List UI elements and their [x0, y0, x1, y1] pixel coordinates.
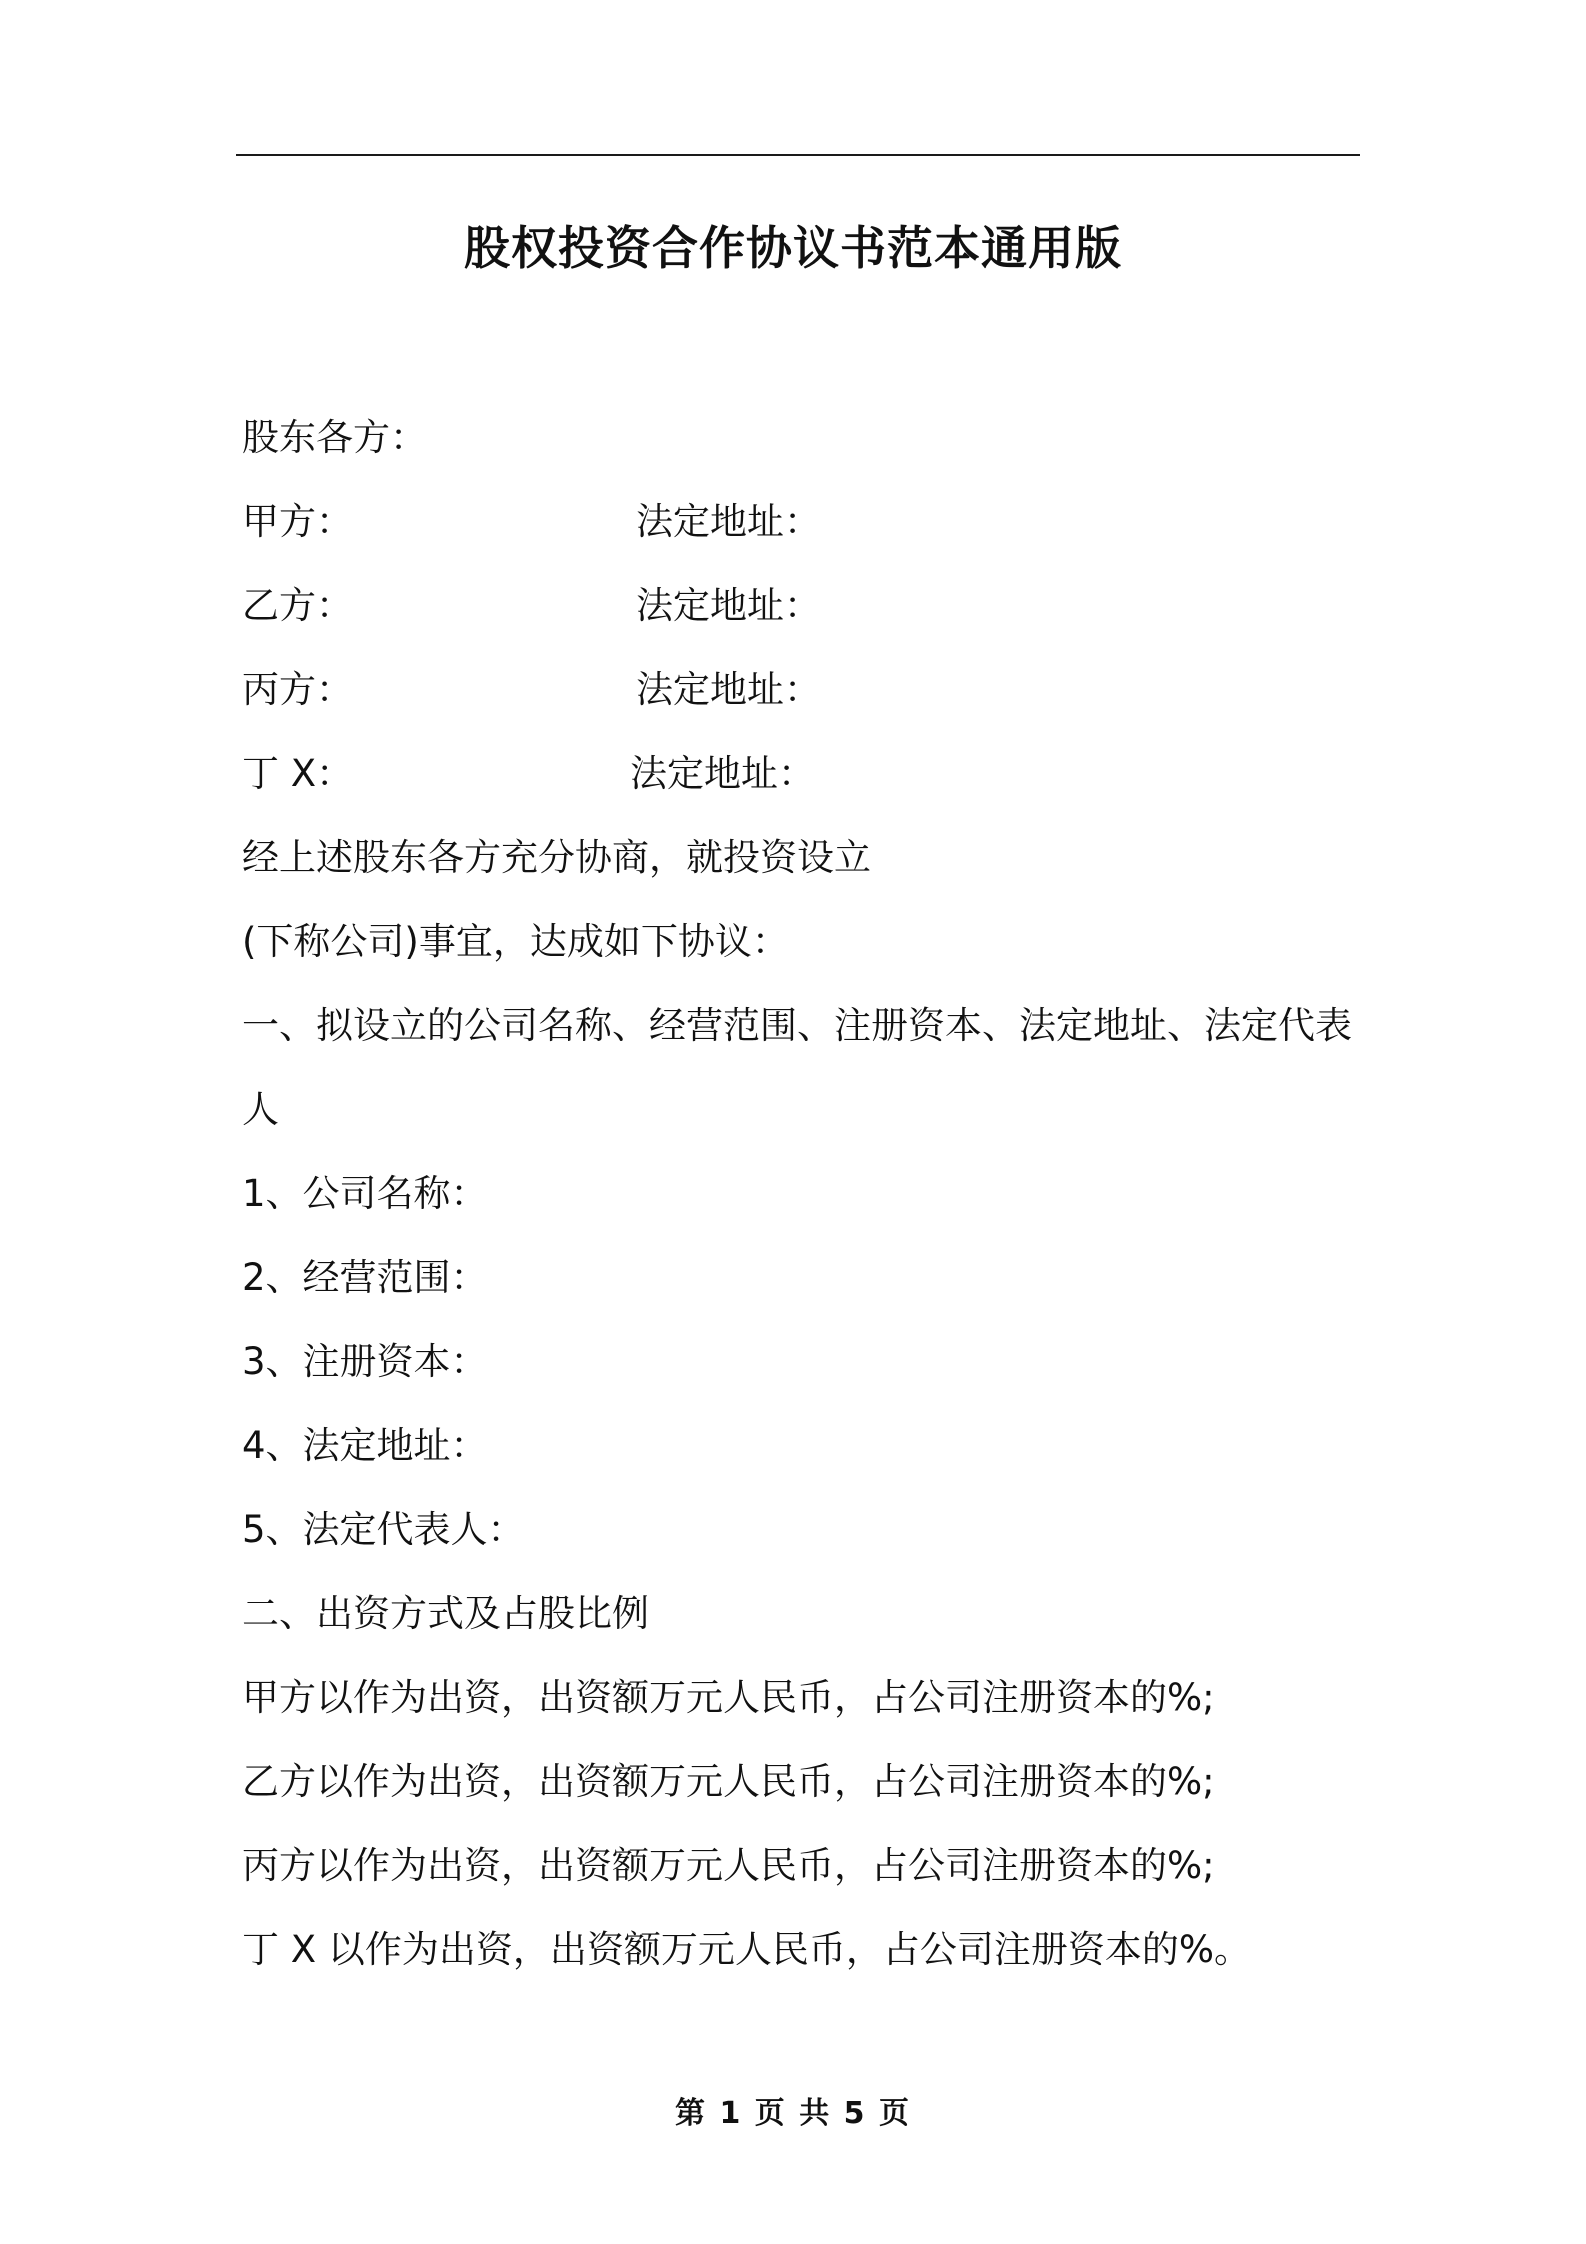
section-1-item-legal-representative: 5、法定代表人： [242, 1508, 525, 1551]
shareholders-label: 股东各方： [242, 416, 427, 459]
section-1-item-company-name: 1、公司名称： [242, 1172, 488, 1215]
page-indicator: 第 1 页 共 5 页 [675, 2096, 911, 2131]
party-a-address-label: 法定地址： [636, 500, 821, 543]
preamble-line-2: (下称公司)事宜，达成如下协议： [242, 920, 789, 963]
section-2-item-party-d: 丁 X 以作为出资，出资额万元人民币，占公司注册资本的%。 [242, 1928, 1252, 1971]
party-c-address-label: 法定地址： [636, 668, 821, 711]
section-1-item-business-scope: 2、经营范围： [242, 1256, 488, 1299]
party-c-label: 丙方： [242, 668, 353, 711]
section-2-item-party-b: 乙方以作为出资，出资额万元人民币，占公司注册资本的%; [242, 1760, 1215, 1803]
party-b-address-label: 法定地址： [636, 584, 821, 627]
section-2-item-party-c: 丙方以作为出资，出资额万元人民币，占公司注册资本的%; [242, 1844, 1215, 1887]
party-d-label: 丁 X： [242, 752, 354, 795]
party-a-label: 甲方： [242, 500, 353, 543]
section-2-heading: 二、出资方式及占股比例 [242, 1592, 649, 1635]
party-b-label: 乙方： [242, 584, 353, 627]
document-title: 股权投资合作协议书范本通用版 [464, 221, 1122, 275]
section-1-item-registered-capital: 3、注册资本： [242, 1340, 488, 1383]
section-2-item-party-a: 甲方以作为出资，出资额万元人民币，占公司注册资本的%; [242, 1676, 1215, 1719]
section-1-item-legal-address: 4、法定地址： [242, 1424, 488, 1467]
preamble-line-1: 经上述股东各方充分协商，就投资设立 [242, 836, 871, 879]
header-rule [236, 154, 1360, 156]
section-1-heading: 一、拟设立的公司名称、经营范围、注册资本、法定地址、法定代表 [242, 1004, 1352, 1047]
party-d-address-label: 法定地址： [630, 752, 815, 795]
section-1-heading-continued: 人 [242, 1088, 279, 1131]
